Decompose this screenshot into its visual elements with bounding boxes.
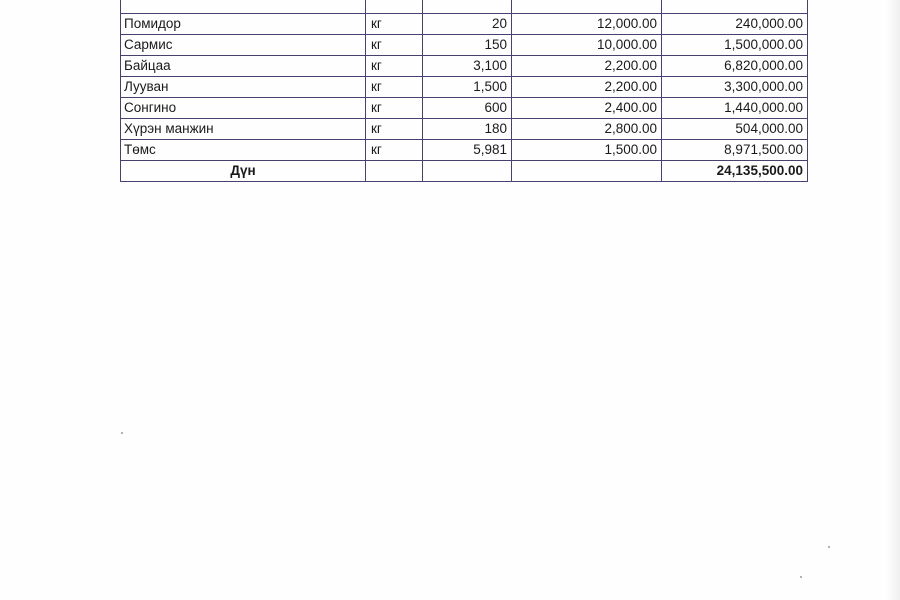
item-name: Байцаа [121,56,366,77]
item-quantity: 1,500 [423,77,512,98]
item-name: Сонгино [121,98,366,119]
total-empty-cell [423,161,512,182]
item-quantity: 180 [423,119,512,140]
item-unit-price: 1,500.00 [512,140,662,161]
table-row [121,140,808,161]
item-quantity: 3,100 [423,56,512,77]
item-unit: кг [366,98,423,119]
scan-speck [828,546,830,548]
item-unit: кг [366,119,423,140]
scan-speck [121,432,123,434]
item-unit: кг [366,140,423,161]
table-row [121,98,808,119]
item-total: 240,000.00 [662,14,808,35]
item-total: 6,820,000.00 [662,56,808,77]
table-row [121,56,808,77]
item-quantity: 5,981 [423,140,512,161]
item-total: 504,000.00 [662,119,808,140]
cell-cut-off [366,0,423,14]
item-unit: кг [366,77,423,98]
total-label: Дүн [121,161,366,182]
table-row [121,119,808,140]
table-row [121,77,808,98]
item-unit-price: 2,800.00 [512,119,662,140]
scan-speck [800,576,802,578]
item-name: Помидор [121,14,366,35]
item-name: Хүрэн манжин [121,119,366,140]
total-empty-cell [366,161,423,182]
table-row [121,14,808,35]
item-unit-price: 10,000.00 [512,35,662,56]
item-name: Лууван [121,77,366,98]
item-name: Төмс [121,140,366,161]
item-total: 1,500,000.00 [662,35,808,56]
price-table [120,0,808,182]
cell-cut-off [512,0,662,14]
item-unit-price: 12,000.00 [512,14,662,35]
item-quantity: 600 [423,98,512,119]
table-row [121,35,808,56]
cell-cut-off [423,0,512,14]
item-unit-price: 2,200.00 [512,77,662,98]
scan-edge-shadow [886,0,900,600]
item-unit-price: 2,200.00 [512,56,662,77]
item-unit: кг [366,14,423,35]
item-total: 3,300,000.00 [662,77,808,98]
item-total: 1,440,000.00 [662,98,808,119]
item-total: 8,971,500.00 [662,140,808,161]
total-empty-cell [512,161,662,182]
item-quantity: 20 [423,14,512,35]
grand-total: 24,135,500.00 [662,161,808,182]
cell-cut-off [662,0,808,14]
item-unit-price: 2,400.00 [512,98,662,119]
item-quantity: 150 [423,35,512,56]
item-unit: кг [366,56,423,77]
table-row [121,0,808,14]
cell-cut-off [121,0,366,14]
item-unit: кг [366,35,423,56]
total-row [121,161,808,182]
item-name: Сармис [121,35,366,56]
